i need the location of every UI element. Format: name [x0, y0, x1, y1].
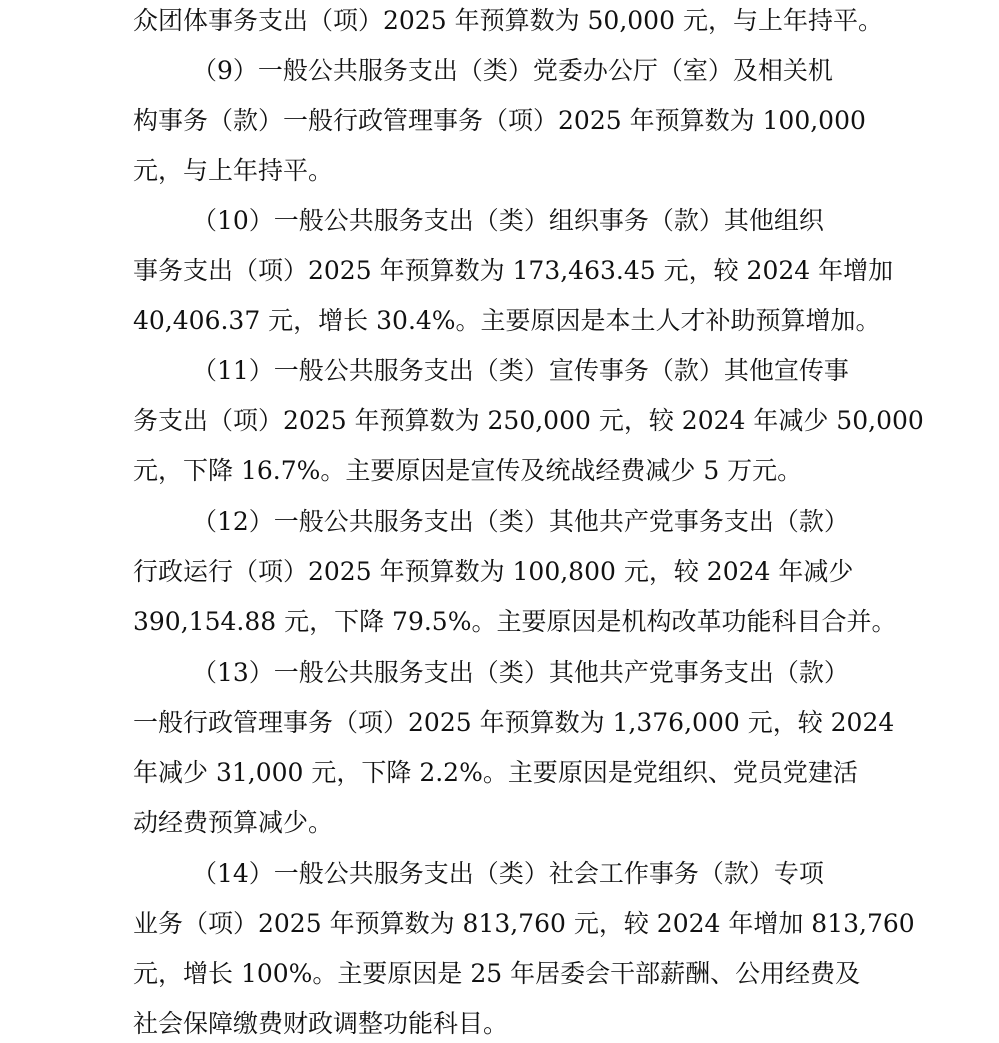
text-line: 390,154.88 元，下降 79.5%。主要原因是机构改革功能科目合并。 [133, 607, 897, 636]
text-line: 构事务（款）一般行政管理事务（项）2025 年预算数为 100,000 [133, 106, 866, 135]
text-line: 业务（项）2025 年预算数为 813,760 元，较 2024 年增加 813,760 [133, 909, 915, 938]
paragraph-9-line-1: （9）一般公共服务支出（类）党委办公厅（室）及相关机 [192, 56, 833, 85]
text-line: 动经费预算减少。 [133, 808, 334, 837]
text-line: 元，增长 100%。主要原因是 25 年居委会干部薪酬、公用经费及 [133, 959, 861, 988]
text-line: 年减少 31,000 元，下降 2.2%。主要原因是党组织、党员党建活 [133, 758, 858, 787]
text-line: 事务支出（项）2025 年预算数为 173,463.45 元，较 2024 年增加 [133, 256, 894, 285]
text-line: 行政运行（项）2025 年预算数为 100,800 元，较 2024 年减少 [133, 557, 854, 586]
paragraph-10-line-1: （10）一般公共服务支出（类）组织事务（款）其他组织 [192, 206, 824, 235]
paragraph-14-line-1: （14）一般公共服务支出（类）社会工作事务（款）专项 [192, 859, 824, 888]
text-line: 一般行政管理事务（项）2025 年预算数为 1,376,000 元，较 2024 [133, 708, 895, 737]
paragraph-13-line-1: （13）一般公共服务支出（类）其他共产党事务支出（款） [192, 658, 849, 687]
text-line: 40,406.37 元，增长 30.4%。主要原因是本土人才补助预算增加。 [133, 306, 881, 335]
paragraph-12-line-1: （12）一般公共服务支出（类）其他共产党事务支出（款） [192, 507, 849, 536]
text-line: 务支出（项）2025 年预算数为 250,000 元，较 2024 年减少 50,000 [133, 406, 924, 435]
text-line: 众团体事务支出（项）2025 年预算数为 50,000 元，与上年持平。 [133, 6, 883, 35]
text-line: 社会保障缴费财政调整功能科目。 [133, 1009, 509, 1038]
text-line: 元，下降 16.7%。主要原因是宣传及统战经费减少 5 万元。 [133, 456, 803, 485]
paragraph-11-line-1: （11）一般公共服务支出（类）宣传事务（款）其他宣传事 [192, 356, 849, 385]
text-line: 元，与上年持平。 [133, 156, 334, 185]
